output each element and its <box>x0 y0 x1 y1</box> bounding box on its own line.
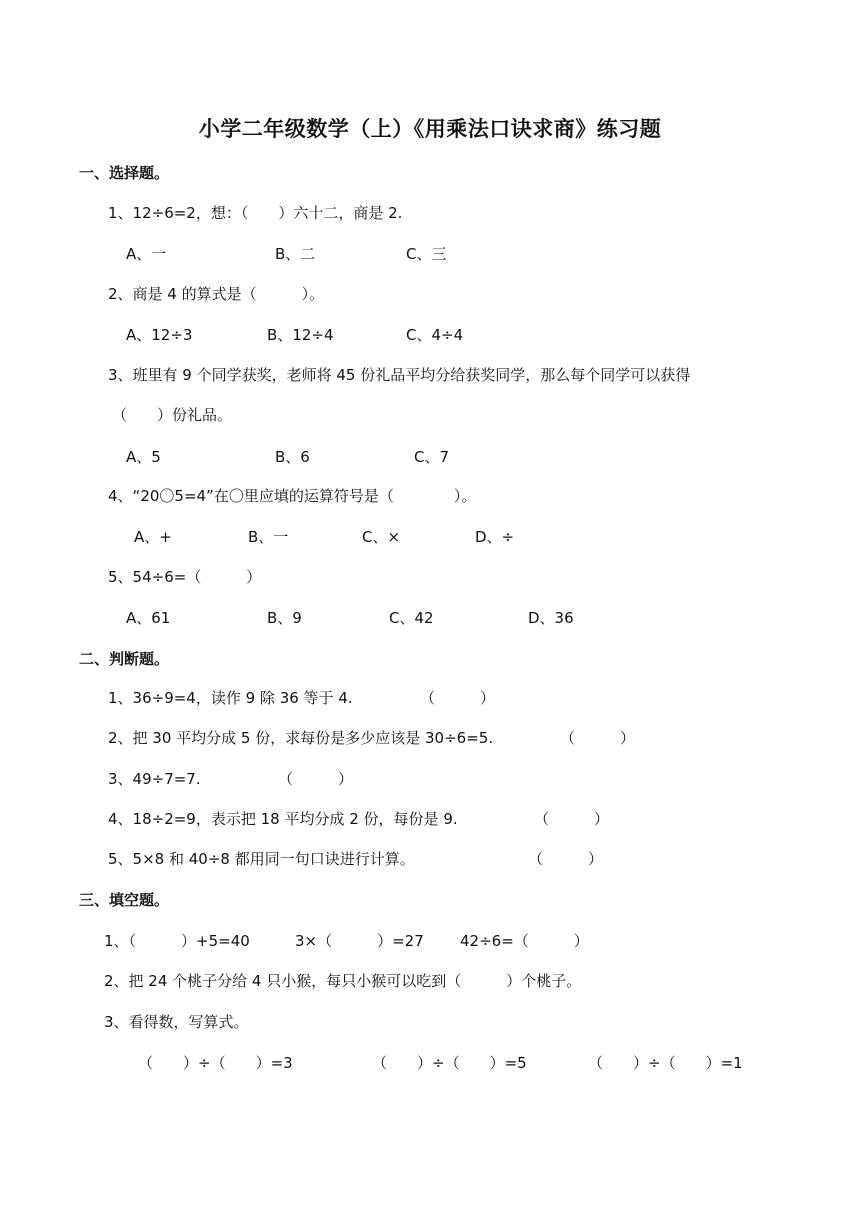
judge-answer-blank: （ ） <box>528 850 604 868</box>
judge-item-text: 5、5×8 和 40÷8 都用同一句口诀进行计算。 <box>108 850 415 868</box>
judge-answer-blank: （ ） <box>534 810 610 828</box>
judge-item-text: 2、把 30 平均分成 5 份，求每份是多少应该是 30÷6=5. <box>108 729 494 747</box>
fill-division-equation: （ ）÷（ ）=5 <box>372 1054 527 1072</box>
option-d: D、÷ <box>475 528 515 546</box>
option-a: A、5 <box>126 448 161 466</box>
judge-item-text: 4、18÷2=9，表示把 18 平均分成 2 份，每份是 9. <box>108 810 458 828</box>
section-heading-judge: 二、判断题。 <box>79 650 170 668</box>
option-c: C、7 <box>414 448 450 466</box>
judge-answer-blank: （ ） <box>560 729 636 747</box>
option-b: B、一 <box>248 528 289 546</box>
judge-answer-blank: （ ） <box>278 770 354 788</box>
fill-equation: 3×（ ）=27 <box>295 932 424 950</box>
question-2-text: 2、商是 4 的算式是（ ）。 <box>108 285 325 303</box>
option-a: A、一 <box>126 245 167 263</box>
option-b: B、9 <box>267 609 302 627</box>
section-heading-fill: 三、填空题。 <box>79 891 170 909</box>
option-c: C、42 <box>389 609 434 627</box>
option-b: B、二 <box>275 245 316 263</box>
fill-division-equation: （ ）÷（ ）=1 <box>588 1054 743 1072</box>
option-a: A、61 <box>126 609 171 627</box>
page-title: 小学二年级数学（上）《用乘法口诀求商》练习题 <box>198 117 662 141</box>
fill-equation: 42÷6=（ ） <box>460 932 589 950</box>
option-d: D、36 <box>528 609 574 627</box>
question-1-text: 1、12÷6=2，想：（ ）六十二，商是 2. <box>108 204 403 222</box>
option-c: C、× <box>362 528 401 546</box>
judge-item-text: 3、49÷7=7. <box>108 770 201 788</box>
option-b: B、6 <box>275 448 310 466</box>
fill-division-equation: （ ）÷（ ）=3 <box>138 1054 293 1072</box>
question-3-text: 3、班里有 9 个同学获奖，老师将 45 份礼品平均分给获奖同学，那么每个同学可以获得 <box>108 366 691 384</box>
option-b: B、12÷4 <box>267 326 334 344</box>
option-a: A、12÷3 <box>126 326 193 344</box>
question-5-text: 5、54÷6=（ ） <box>108 568 262 586</box>
question-3-continuation: （ ）份礼品。 <box>112 406 233 424</box>
judge-answer-blank: （ ） <box>420 689 496 707</box>
question-4-text: 4、“20〇5=4”在〇里应填的运算符号是（ ）。 <box>108 487 477 505</box>
option-c: C、三 <box>406 245 447 263</box>
judge-item-text: 1、36÷9=4，读作 9 除 36 等于 4. <box>108 689 353 707</box>
section-heading-choice: 一、选择题。 <box>79 164 170 182</box>
option-c: C、4÷4 <box>406 326 464 344</box>
fill-question-2-text: 2、把 24 个桃子分给 4 只小猴，每只小猴可以吃到（ ）个桃子。 <box>104 972 582 990</box>
fill-equation: 1、（ ）+5=40 <box>104 932 250 950</box>
option-a: A、+ <box>134 528 172 546</box>
fill-question-3-text: 3、看得数，写算式。 <box>104 1013 249 1031</box>
